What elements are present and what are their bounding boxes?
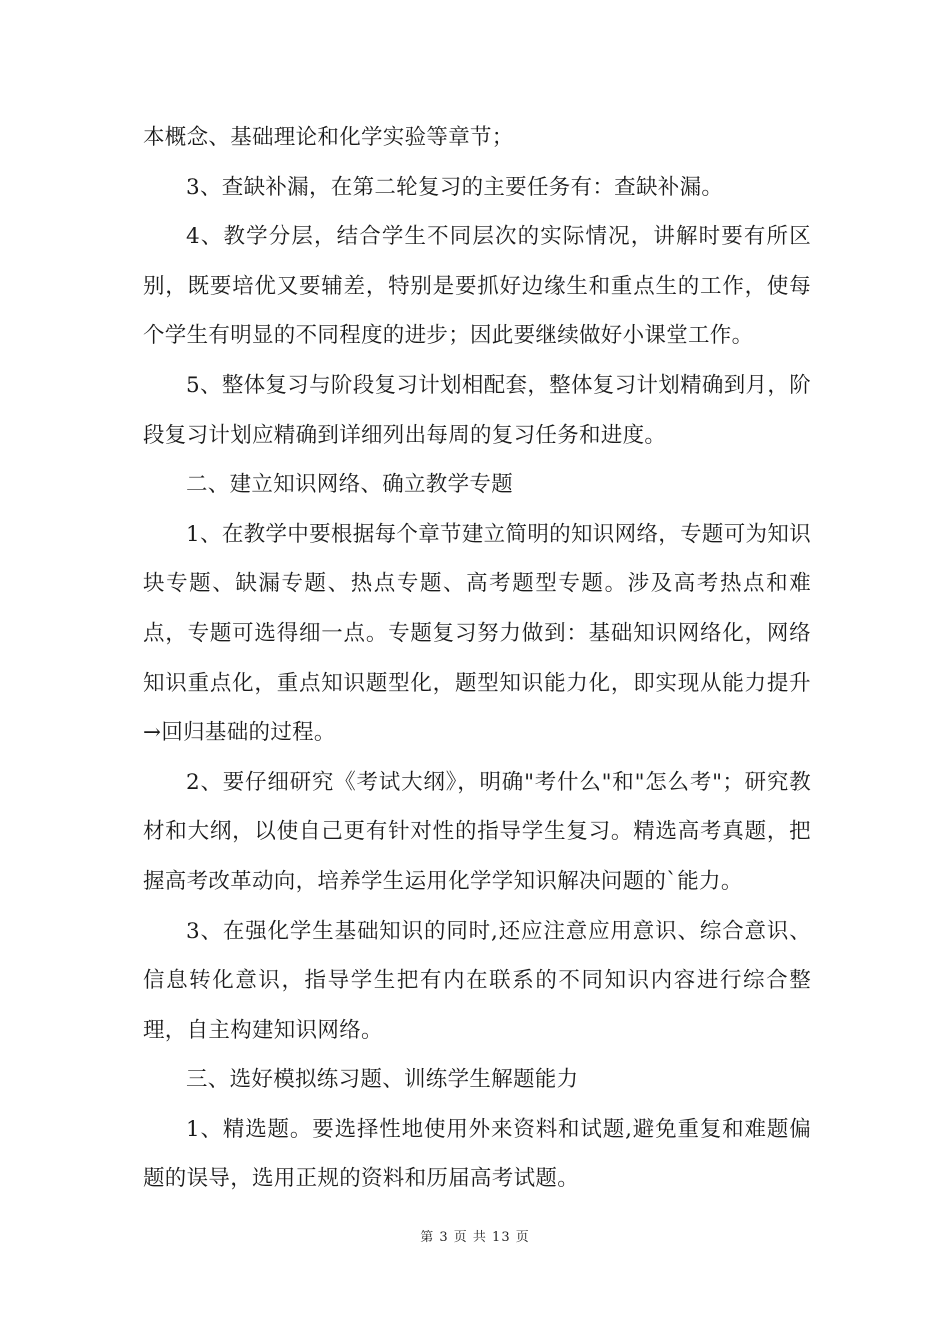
page-number-footer: 第 3 页 共 13 页 bbox=[420, 1230, 530, 1245]
section-heading: 二、建立知识网络、确立教学专题 bbox=[186, 472, 514, 498]
paragraph: 3、查缺补漏，在第二轮复习的主要任务有：查缺补漏。 bbox=[186, 174, 724, 200]
document-body bbox=[143, 113, 811, 1204]
paragraph: 3、在强化学生基础知识的同时,还应注意应用意识、综合意识、信息转化意识，指导学生把有内在联系的不同知识内容进行综合整理，自主构建知识网络。 bbox=[143, 918, 811, 1043]
paragraph: 本概念、基础理论和化学实验等章节； bbox=[143, 125, 514, 150]
paragraph: 5、整体复习与阶段复习计划相配套，整体复习计划精确到月，阶段复习计划应精确到详细列出每周的复习任务和进度。 bbox=[143, 372, 811, 448]
paragraph: 4、教学分层，结合学生不同层次的实际情况，讲解时要有所区别，既要培优又要辅差，特别是要抓好边缘生和重点生的工作，使每个学生有明显的不同程度的进步；因此要继续做好小课堂工作。 bbox=[143, 224, 811, 349]
paragraph: 1、精选题。要选择性地使用外来资料和试题,避免重复和难题偏题的误导，选用正规的资料和历届高考试题。 bbox=[143, 1116, 811, 1192]
paragraph: 2、要仔细研究《考试大纲》，明确"考什么"和"怎么考"；研究教材和大纲，以使自己更有针对性的指导学生复习。精选高考真题，把握高考改革动向，培养学生运用化学学知识解决问题的`能力。 bbox=[143, 769, 811, 894]
section-heading: 三、选好模拟练习题、训练学生解题能力 bbox=[186, 1067, 579, 1093]
paragraph: 1、在教学中要根据每个章节建立简明的知识网络，专题可为知识块专题、缺漏专题、热点专题、高考题型专题。涉及高考热点和难点，专题可选得细一点。专题复习努力做到：基础知识网络化，网络知识重点化，重点知识题型化，题型知识能力化，即实现从能力提升→回归基础的过程。 bbox=[143, 521, 811, 746]
